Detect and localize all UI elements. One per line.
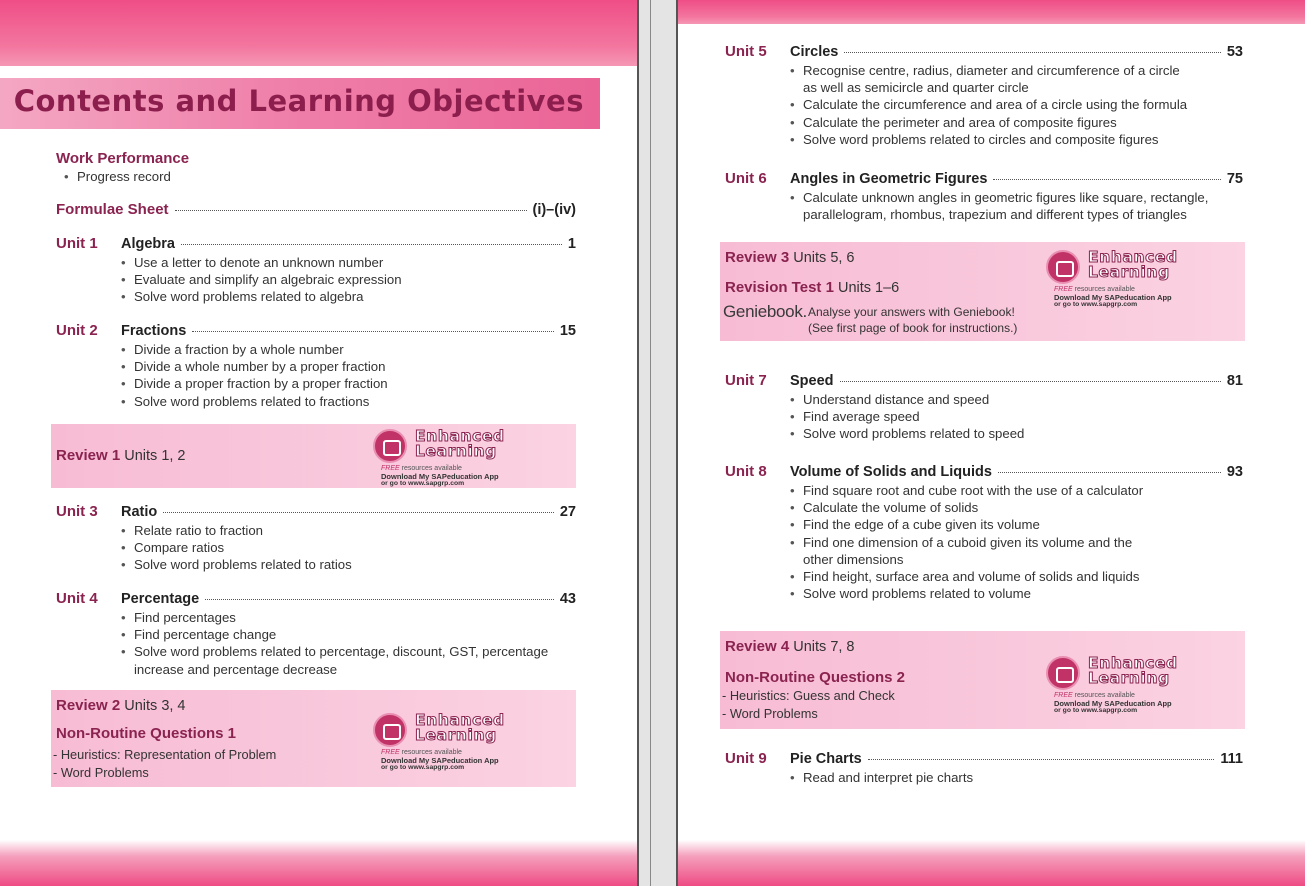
unit-1-entry[interactable] xyxy=(56,235,576,306)
unit-label: Unit 2 xyxy=(56,322,98,339)
non-routine-questions-label: Non-Routine Questions 2 xyxy=(725,669,905,686)
page-number: 1 xyxy=(567,236,576,252)
objective-item: • Divide a whole number by a proper fraction xyxy=(121,358,576,375)
page-title: Contents and Learning Objectives xyxy=(13,84,584,118)
top-band xyxy=(678,0,1305,24)
page-number: 15 xyxy=(559,323,576,339)
leader-dots xyxy=(998,472,1221,473)
unit-title: Fractions xyxy=(121,323,187,339)
objective-item: • Solve word problems related to speed xyxy=(790,425,1243,442)
website-text: or go to www.sapgrp.com xyxy=(1054,707,1138,714)
work-performance-section xyxy=(56,150,576,185)
unit-3-entry[interactable] xyxy=(56,503,576,574)
objective-item: • Calculate the perimeter and area of composite figures xyxy=(790,114,1243,131)
title-bar xyxy=(0,78,600,129)
page-number: 43 xyxy=(559,591,576,607)
geniebook-logo: Geniebook. xyxy=(723,302,807,321)
objective-item: • Calculate unknown angles in geometric figures like square, rectangle, xyxy=(790,189,1243,206)
objective-item: • Find height, surface area and volume of solids and liquids xyxy=(790,568,1243,585)
nrq-item: - Heuristics: Representation of Problem xyxy=(53,747,277,762)
objective-item: • Solve word problems related to circles and composite figures xyxy=(790,131,1243,148)
review-4-box xyxy=(720,631,1245,729)
page-number: 111 xyxy=(1220,751,1243,767)
unit-title: Pie Charts xyxy=(790,751,862,767)
enhanced-learning-line1: Enhanced xyxy=(1088,654,1178,672)
page-number: (i)–(iv) xyxy=(532,202,576,218)
work-performance-label: Work Performance xyxy=(56,150,190,167)
objective-item: • Find square root and cube root with the use of a calculator xyxy=(790,482,1243,499)
unit-7-entry[interactable] xyxy=(725,372,1243,443)
leader-dots xyxy=(840,381,1221,382)
objective-item: • Find percentage change xyxy=(121,626,576,643)
page-number: 53 xyxy=(1226,44,1243,60)
objective-item: • Calculate the volume of solids xyxy=(790,499,1243,516)
download-text: Download My SAPeducation App xyxy=(1054,293,1172,302)
review-label: Review 2 xyxy=(56,697,121,714)
leader-dots xyxy=(993,179,1220,180)
objective-item: • Divide a fraction by a whole number xyxy=(121,341,576,358)
objective-item: • Understand distance and speed xyxy=(790,391,1243,408)
unit-4-entry[interactable] xyxy=(56,590,576,678)
objective-item: • Calculate the circumference and area of a circle using the formula xyxy=(790,96,1243,113)
enhanced-learning-line1: Enhanced xyxy=(1088,248,1178,266)
enhanced-learning-badge xyxy=(1046,654,1188,714)
formulae-sheet-label: Formulae Sheet xyxy=(56,201,169,218)
enhanced-learning-line1: Enhanced xyxy=(415,427,505,445)
free-text: resources available xyxy=(401,749,462,756)
unit-title: Percentage xyxy=(121,591,200,607)
geniebook-note: Analyse your answers with Geniebook! xyxy=(808,305,1015,319)
objective-item: • Relate ratio to fraction xyxy=(121,522,576,539)
download-text: Download My SAPeducation App xyxy=(381,756,499,765)
objective-item: • Divide a proper fraction by a proper fraction xyxy=(121,375,576,392)
page-number: 27 xyxy=(559,504,576,520)
free-text: resources available xyxy=(401,465,462,472)
revision-test-label: Revision Test 1 xyxy=(725,279,834,296)
objective-item-continuation: increase and percentage decrease xyxy=(134,661,338,677)
objective-item: • Use a letter to denote an unknown number xyxy=(121,254,576,271)
review-label: Review 4 xyxy=(725,638,790,655)
review-units: Units 3, 4 xyxy=(124,698,186,714)
objective-item-continuation: parallelogram, rhombus, trapezium and different types of triangles xyxy=(803,207,1187,223)
objective-item-continuation: other dimensions xyxy=(803,551,904,567)
free-label: FREE xyxy=(1054,692,1073,699)
nrq-item: - Word Problems xyxy=(722,706,818,721)
unit-8-entry[interactable] xyxy=(725,463,1243,602)
review-units: Units 1, 2 xyxy=(124,448,186,464)
unit-label: Unit 8 xyxy=(725,463,767,480)
leader-dots xyxy=(205,599,554,600)
website-text: or go to www.sapgrp.com xyxy=(381,480,465,487)
left-page xyxy=(0,0,637,886)
objective-item: • Compare ratios xyxy=(121,539,576,556)
website-text: or go to www.sapgrp.com xyxy=(381,764,465,771)
non-routine-questions-label: Non-Routine Questions 1 xyxy=(56,725,236,742)
objective-item: • Find average speed xyxy=(790,408,1243,425)
right-page xyxy=(678,0,1305,886)
review-label: Review 3 xyxy=(725,249,790,266)
free-text: resources available xyxy=(1074,692,1135,699)
free-label: FREE xyxy=(381,465,400,472)
nrq-item: - Heuristics: Guess and Check xyxy=(722,688,895,703)
enhanced-learning-line2: Learning xyxy=(1088,669,1170,687)
leader-dots xyxy=(844,52,1220,53)
objective-item: • Recognise centre, radius, diameter and circumference of a circle xyxy=(790,62,1243,79)
list-item: • Progress record xyxy=(64,168,576,185)
formulae-sheet-entry[interactable] xyxy=(56,201,576,218)
page-number: 75 xyxy=(1226,171,1243,187)
unit-title: Algebra xyxy=(121,236,175,252)
page-number: 93 xyxy=(1226,464,1243,480)
leader-dots xyxy=(868,759,1215,760)
unit-label: Unit 4 xyxy=(56,590,98,607)
app-icon xyxy=(1046,656,1080,690)
unit-5-entry[interactable] xyxy=(725,43,1243,148)
review-3-box xyxy=(720,242,1245,341)
unit-title: Volume of Solids and Liquids xyxy=(790,464,992,480)
unit-title: Angles in Geometric Figures xyxy=(790,171,988,187)
unit-label: Unit 1 xyxy=(56,235,98,252)
review-1-box xyxy=(51,424,576,488)
unit-title: Circles xyxy=(790,44,839,60)
app-icon xyxy=(1046,250,1080,284)
objective-item: • Find one dimension of a cuboid given its volume and the xyxy=(790,534,1243,551)
objective-item: • Solve word problems related to fractions xyxy=(121,393,576,410)
objective-item: • Find the edge of a cube given its volume xyxy=(790,516,1243,533)
revision-test-units: Units 1–6 xyxy=(837,280,900,296)
unit-6-entry[interactable] xyxy=(725,170,1243,223)
objective-item: • Read and interpret pie charts xyxy=(790,769,1243,786)
leader-dots xyxy=(163,512,554,513)
unit-2-entry[interactable] xyxy=(56,322,576,410)
review-units: Units 7, 8 xyxy=(793,639,855,655)
app-icon xyxy=(373,429,407,463)
website-text: or go to www.sapgrp.com xyxy=(1054,301,1138,308)
geniebook-instructions: (See first page of book for instructions.) xyxy=(808,321,1018,335)
objective-item: • Solve word problems related to algebra xyxy=(121,288,576,305)
book-spine xyxy=(637,0,678,886)
unit-label: Unit 6 xyxy=(725,170,767,187)
top-band xyxy=(0,0,637,66)
download-text: Download My SAPeducation App xyxy=(381,472,499,481)
enhanced-learning-badge xyxy=(373,711,515,771)
objective-item: • Solve word problems related to volume xyxy=(790,585,1243,602)
free-label: FREE xyxy=(1054,286,1073,293)
download-text: Download My SAPeducation App xyxy=(1054,699,1172,708)
unit-label: Unit 9 xyxy=(725,750,767,767)
enhanced-learning-line2: Learning xyxy=(415,442,497,460)
enhanced-learning-line2: Learning xyxy=(415,726,497,744)
unit-label: Unit 3 xyxy=(56,503,98,520)
objective-item: • Solve word problems related to percentage, discount, GST, percentage xyxy=(121,643,576,660)
app-icon xyxy=(373,713,407,747)
objective-item-continuation: as well as semicircle and quarter circle xyxy=(803,80,1029,96)
free-label: FREE xyxy=(381,749,400,756)
bottom-band xyxy=(678,840,1305,886)
enhanced-learning-line1: Enhanced xyxy=(415,711,505,729)
review-label: Review 1 xyxy=(56,447,121,464)
leader-dots xyxy=(175,210,527,211)
unit-label: Unit 5 xyxy=(725,43,767,60)
objective-item: • Evaluate and simplify an algebraic expression xyxy=(121,271,576,288)
enhanced-learning-badge xyxy=(373,427,515,487)
bottom-band xyxy=(0,840,637,886)
page-number: 81 xyxy=(1226,373,1243,389)
unit-title: Ratio xyxy=(121,504,158,520)
unit-title: Speed xyxy=(790,373,834,389)
nrq-item: - Word Problems xyxy=(53,765,149,780)
free-text: resources available xyxy=(1074,286,1135,293)
enhanced-learning-line2: Learning xyxy=(1088,263,1170,281)
review-units: Units 5, 6 xyxy=(793,250,855,266)
unit-label: Unit 7 xyxy=(725,372,767,389)
objective-item: • Solve word problems related to ratios xyxy=(121,556,576,573)
objective-item: • Find percentages xyxy=(121,609,576,626)
enhanced-learning-badge xyxy=(1046,248,1188,308)
unit-9-entry[interactable] xyxy=(725,750,1243,786)
review-2-box xyxy=(51,690,576,787)
leader-dots xyxy=(192,331,554,332)
leader-dots xyxy=(181,244,562,245)
